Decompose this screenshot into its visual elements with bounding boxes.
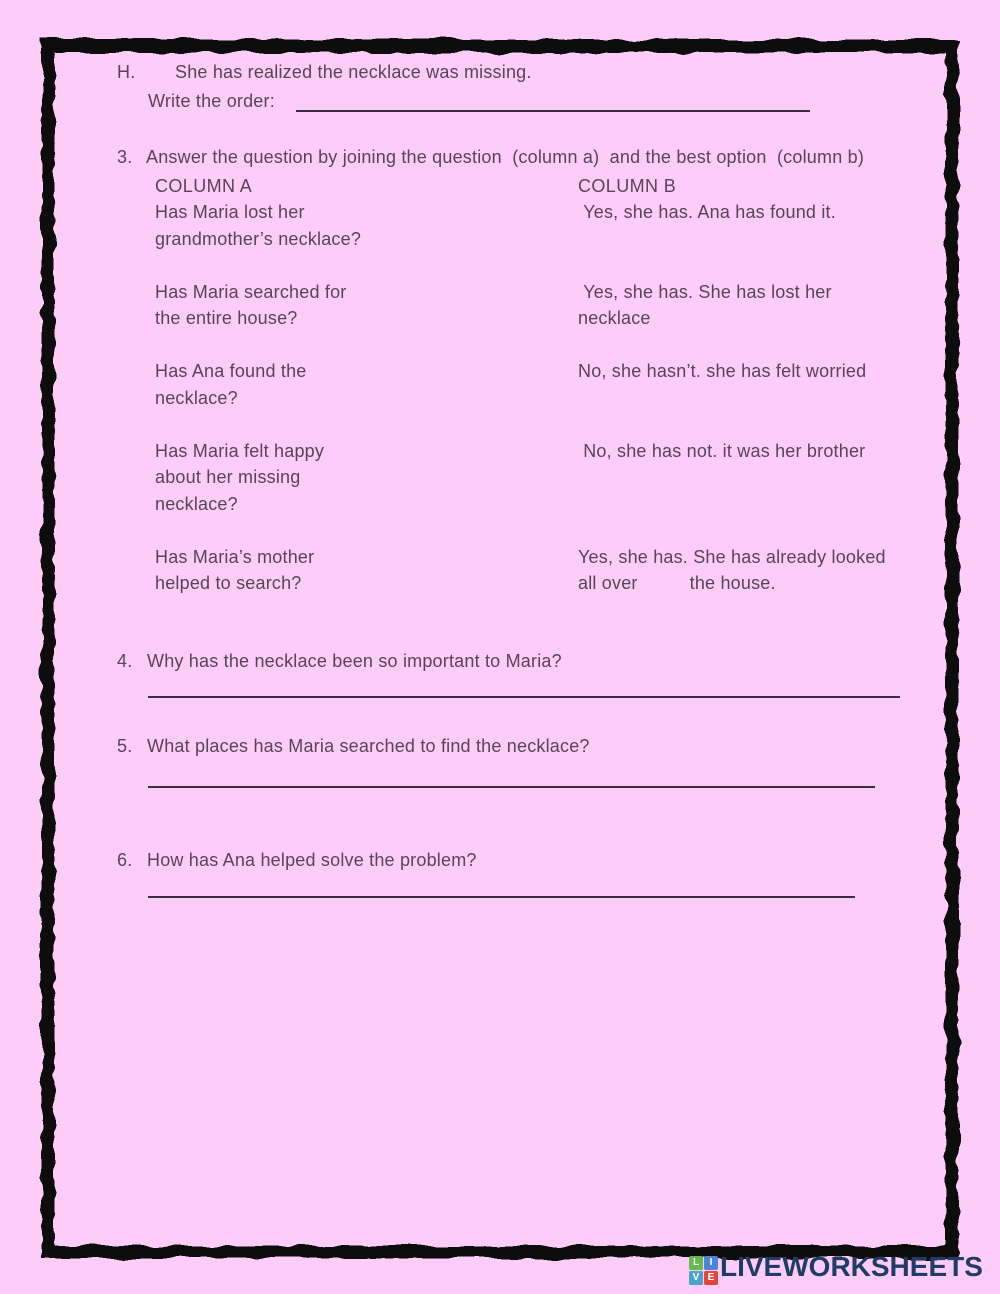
question-cell[interactable]: Has Maria searched for the entire house? — [155, 281, 347, 328]
write-order-blank[interactable] — [296, 90, 810, 112]
liveworksheets-grid-icon — [689, 1256, 718, 1285]
q4-text: Why has the necklace been so important to Maria? — [147, 651, 562, 671]
answer-cell[interactable]: No, she has not. it was her brother — [578, 440, 866, 461]
answer-cell[interactable]: Yes, she has. She has already looked all over the house. — [578, 546, 886, 593]
liveworksheets-wordmark: LIVEWORKSHEETS — [720, 1251, 983, 1282]
q6-number: 6. — [117, 850, 133, 870]
q3-number: 3. — [117, 147, 133, 167]
q4-number: 4. — [117, 651, 133, 671]
question-cell[interactable]: Has Maria’s mother helped to search? — [155, 546, 315, 593]
match-row — [155, 279, 955, 332]
match-rows — [155, 199, 955, 623]
q4-answer-blank[interactable] — [148, 676, 900, 698]
question-cell[interactable]: Has Maria lost her grandmother’s necklace? — [155, 202, 362, 249]
item-h-text: She has realized the necklace was missing. — [175, 62, 532, 82]
question-cell[interactable]: Has Ana found the necklace? — [155, 361, 307, 408]
q3-prompt: Answer the question by joining the question (column a) and the best option (column b) — [146, 147, 865, 167]
question-cell[interactable]: Has Maria felt happy about her missing necklace? — [155, 440, 325, 514]
match-row — [155, 544, 955, 597]
q6-answer-blank[interactable] — [148, 876, 855, 898]
match-row — [155, 358, 955, 411]
q5-text: What places has Maria searched to find the necklace? — [147, 736, 590, 756]
answer-cell[interactable]: Yes, she has. She has lost her necklace — [578, 281, 832, 328]
column-b-header: COLUMN B — [578, 176, 677, 196]
match-row — [155, 199, 955, 252]
write-order-label: Write the order: — [148, 91, 275, 111]
match-row — [155, 438, 955, 518]
liveworksheets-logo[interactable] — [689, 1251, 983, 1285]
q5-answer-blank[interactable] — [148, 766, 875, 788]
logo-grid-cell: V — [689, 1271, 703, 1285]
answer-cell[interactable]: No, she hasn’t. she has felt worried — [578, 361, 867, 381]
column-a-header: COLUMN A — [155, 176, 253, 196]
q5-number: 5. — [117, 736, 133, 756]
q6-text: How has Ana helped solve the problem? — [147, 850, 477, 870]
logo-grid-cell: I — [704, 1256, 718, 1270]
logo-grid-cell: E — [704, 1271, 718, 1285]
logo-grid-cell: L — [689, 1256, 703, 1270]
item-h-label: H. — [117, 62, 136, 82]
answer-cell[interactable]: Yes, she has. Ana has found it. — [578, 202, 836, 222]
